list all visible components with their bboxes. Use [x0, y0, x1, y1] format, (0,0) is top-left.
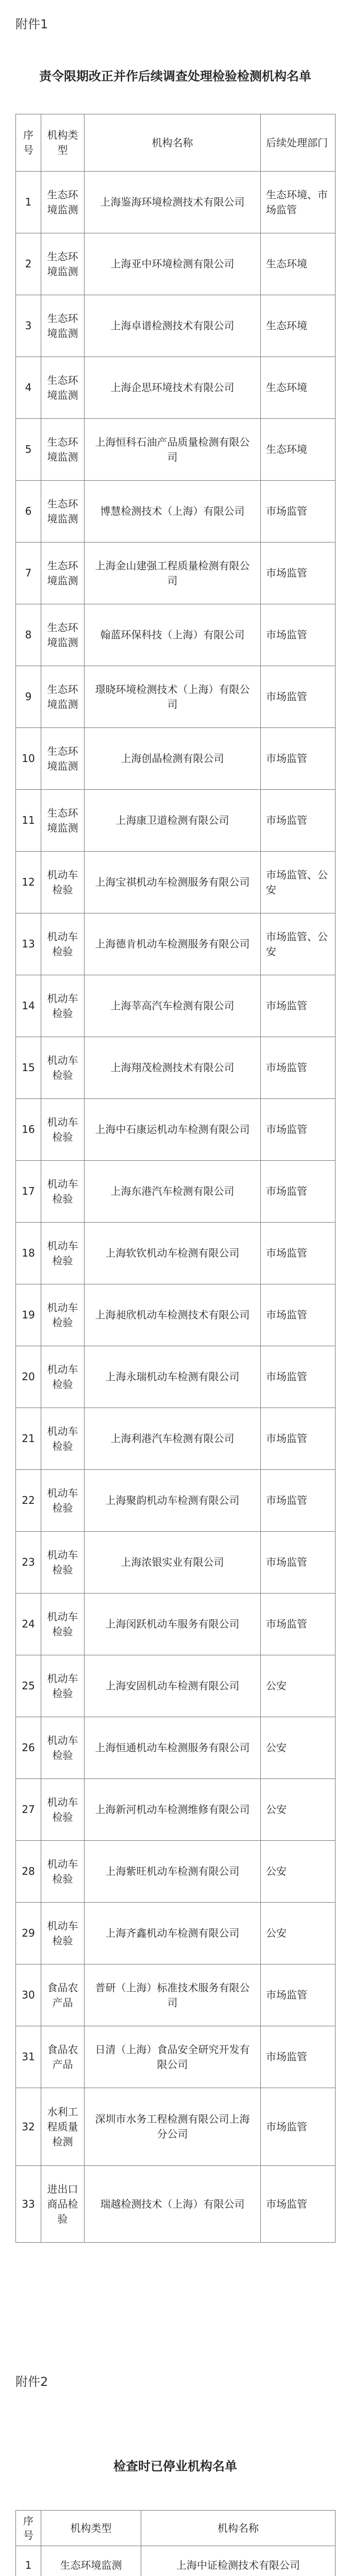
row-type: 生态环境监测	[41, 481, 84, 542]
header-type: 机构类型	[41, 114, 84, 171]
row-no: 14	[22, 999, 35, 1012]
row-name: 上海创晶检测有限公司	[84, 728, 260, 789]
table-row	[16, 789, 335, 851]
row-name: 上海新河机动车检测维修有限公司	[84, 1779, 260, 1840]
row-name: 上海企思环境技术有限公司	[84, 357, 260, 418]
row-type: 机动车检验	[41, 1161, 84, 1222]
row-name: 博慧检测技术（上海）有限公司	[84, 481, 260, 542]
table-row	[16, 480, 335, 542]
row-name: 上海鉴海环境检测技术有限公司	[84, 172, 260, 233]
row-type: 机动车检验	[41, 975, 84, 1037]
row-dept: 市场监管	[260, 543, 335, 604]
row-name: 瑞越检测技术（上海）有限公司	[84, 2166, 260, 2242]
table-row	[16, 1098, 335, 1160]
inspection-table	[15, 114, 336, 2243]
table-row	[16, 295, 335, 357]
row-dept: 市场监管	[260, 1408, 335, 1469]
row-no: 3	[25, 319, 32, 332]
row-dept: 市场监管	[260, 1532, 335, 1593]
row-dept: 市场监管	[260, 481, 335, 542]
row-no: 26	[22, 1741, 35, 1754]
row-name: 上海翔茂检测技术有限公司	[84, 1037, 260, 1098]
row-dept: 生态环境	[260, 357, 335, 418]
table-row	[16, 418, 335, 480]
row-no: 13	[22, 938, 35, 950]
row-dept: 公安	[260, 1903, 335, 1964]
row-dept: 公安	[260, 1779, 335, 1840]
attachment2-label: 附件2	[15, 2375, 48, 2389]
row-type: 机动车检验	[41, 1594, 84, 1655]
row-name: 上海中石康运机动车检测有限公司	[84, 1099, 260, 1160]
header-name: 机构名称	[141, 2511, 335, 2546]
row-dept: 市场监管、公安	[260, 852, 335, 913]
row-type: 机动车检验	[41, 1779, 84, 1840]
row-no: 5	[25, 443, 32, 455]
row-dept: 市场监管	[260, 2166, 335, 2242]
attachment1-title: 责令限期改正并作后续调查处理检验检测机构名单	[39, 69, 311, 83]
row-dept: 公安	[260, 1655, 335, 1717]
row-name: 上海金山建强工程质量检测有限公司	[84, 543, 260, 604]
row-name: 上海卓谱检测技术有限公司	[84, 295, 260, 357]
table-row	[16, 233, 335, 295]
row-type: 机动车检验	[41, 1284, 84, 1346]
row-no: 15	[22, 1061, 35, 1074]
row-name: 深圳市水务工程检测有限公司上海分公司	[84, 2088, 260, 2165]
row-no: 28	[22, 1865, 35, 1877]
row-no: 18	[22, 1247, 35, 1259]
table-header-row	[16, 2511, 335, 2546]
row-type: 生态环境监测	[41, 233, 84, 295]
row-type: 机动车检验	[41, 1655, 84, 1717]
header-dept: 后续处理部门	[260, 114, 335, 171]
row-no: 17	[22, 1185, 35, 1197]
row-type: 机动车检验	[41, 1346, 84, 1408]
row-dept: 市场监管	[260, 1470, 335, 1531]
table-row	[16, 1469, 335, 1531]
row-no: 11	[22, 814, 35, 826]
row-no: 16	[22, 1123, 35, 1136]
row-type: 机动车检验	[41, 1717, 84, 1778]
table-row	[16, 1284, 335, 1346]
table-row	[16, 604, 335, 666]
row-dept: 市场监管	[260, 2026, 335, 2088]
row-name: 上海软钦机动车检测有限公司	[84, 1223, 260, 1284]
row-no: 32	[22, 2120, 35, 2133]
row-name: 上海恒科石油产品质量检测有限公司	[84, 419, 260, 480]
table-row	[16, 1160, 335, 1222]
row-type: 机动车检验	[41, 1223, 84, 1284]
table-row	[16, 2026, 335, 2088]
row-type: 机动车检验	[41, 913, 84, 975]
row-no: 2	[25, 258, 32, 270]
row-type: 生态环境监测	[41, 666, 84, 727]
row-no: 21	[22, 1432, 35, 1445]
table-row	[16, 1778, 335, 1840]
row-type: 机动车检验	[41, 852, 84, 913]
row-no: 30	[22, 1989, 35, 2001]
table-row	[16, 1408, 335, 1469]
row-name: 翰蓝环保科技（上海）有限公司	[84, 604, 260, 666]
row-dept: 生态环境	[260, 295, 335, 357]
attachment1-label: 附件1	[15, 17, 48, 31]
row-name: 上海聚韵机动车检测有限公司	[84, 1470, 260, 1531]
table-row	[16, 1717, 335, 1778]
table-row	[16, 2088, 335, 2165]
table-row	[16, 1346, 335, 1408]
row-type: 食品农产品	[41, 1964, 84, 2026]
row-no: 24	[22, 1618, 35, 1630]
table-row	[16, 1964, 335, 2026]
row-type: 生态环境监测	[41, 172, 84, 233]
row-no: 1	[25, 196, 32, 208]
table-row	[16, 851, 335, 913]
table-row	[16, 1902, 335, 1964]
table-row	[16, 975, 335, 1037]
table-row	[16, 1593, 335, 1655]
row-type: 生态环境监测	[41, 419, 84, 480]
row-dept: 市场监管	[260, 790, 335, 851]
row-no: 33	[22, 2197, 35, 2210]
row-name: 上海东港汽车检测有限公司	[84, 1161, 260, 1222]
row-type: 食品农产品	[41, 2026, 84, 2088]
row-type: 生态环境监测	[41, 2546, 141, 2576]
row-no: 10	[22, 752, 35, 765]
row-dept: 市场监管	[260, 728, 335, 789]
row-dept: 市场监管	[260, 1964, 335, 2026]
row-dept: 市场监管	[260, 1594, 335, 1655]
header-name: 机构名称	[84, 114, 260, 171]
table-row	[16, 357, 335, 418]
row-name: 上海昶欣机动车检测技术有限公司	[84, 1284, 260, 1346]
row-dept: 市场监管	[260, 1346, 335, 1408]
row-name: 上海浓银实业有限公司	[84, 1532, 260, 1593]
header-no: 序号	[23, 129, 34, 156]
row-name: 上海莘高汽车检测有限公司	[84, 975, 260, 1037]
row-no: 6	[25, 505, 32, 517]
row-name: 上海中证检测技术有限公司	[141, 2546, 335, 2576]
row-name: 上海永瑞机动车检测有限公司	[84, 1346, 260, 1408]
row-dept: 市场监管	[260, 1161, 335, 1222]
table-row	[16, 1222, 335, 1284]
row-no: 20	[22, 1370, 35, 1383]
table-row	[16, 913, 335, 975]
row-name: 普研（上海）标准技术服务有限公司	[84, 1964, 260, 2026]
row-type: 生态环境监测	[41, 295, 84, 357]
table-row	[16, 1037, 335, 1098]
row-name: 上海德肯机动车检测服务有限公司	[84, 913, 260, 975]
row-no: 8	[25, 629, 32, 641]
row-name: 上海齐鑫机动车检测有限公司	[84, 1903, 260, 1964]
row-no: 7	[25, 567, 32, 579]
row-type: 生态环境监测	[41, 604, 84, 666]
row-dept: 市场监管	[260, 975, 335, 1037]
row-type: 生态环境监测	[41, 790, 84, 851]
row-type: 机动车检验	[41, 1037, 84, 1098]
row-type: 机动车检验	[41, 1903, 84, 1964]
row-no: 31	[22, 2050, 35, 2063]
row-no: 1	[25, 2558, 32, 2571]
row-no: 27	[22, 1803, 35, 1816]
table-row	[16, 1655, 335, 1717]
table-header-row	[16, 114, 335, 171]
header-no: 序号	[23, 2515, 34, 2541]
row-dept: 生态环境	[260, 233, 335, 295]
row-no: 19	[22, 1309, 35, 1321]
table-row	[16, 1531, 335, 1593]
attachment2-title: 检查时已停业机构名单	[113, 2459, 237, 2473]
row-no: 22	[22, 1494, 35, 1506]
row-dept: 市场监管	[260, 1099, 335, 1160]
row-name: 日清（上海）食品安全研究开发有限公司	[84, 2026, 260, 2088]
row-name: 璟晓环境检测技术（上海）有限公司	[84, 666, 260, 727]
row-no: 9	[25, 690, 32, 703]
row-no: 23	[22, 1556, 35, 1568]
table-row	[16, 1840, 335, 1902]
row-dept: 市场监管	[260, 1284, 335, 1346]
row-name: 上海恒通机动车检测服务有限公司	[84, 1717, 260, 1778]
row-name: 上海闵跃机动车服务有限公司	[84, 1594, 260, 1655]
row-no: 4	[25, 381, 32, 394]
table-row	[16, 2165, 335, 2242]
row-type: 机动车检验	[41, 1408, 84, 1469]
row-type: 机动车检验	[41, 1099, 84, 1160]
row-dept: 市场监管	[260, 2088, 335, 2165]
row-type: 生态环境监测	[41, 357, 84, 418]
table-row	[16, 171, 335, 233]
row-type: 生态环境监测	[41, 728, 84, 789]
row-name: 上海紫旺机动车检测有限公司	[84, 1841, 260, 1902]
row-no: 29	[22, 1927, 35, 1939]
row-dept: 市场监管	[260, 666, 335, 727]
row-name: 上海宝祺机动车检测服务有限公司	[84, 852, 260, 913]
closed-institutions-table	[15, 2510, 336, 2576]
row-dept: 生态环境、市场监管	[260, 172, 335, 233]
row-type: 机动车检验	[41, 1470, 84, 1531]
header-type: 机构类型	[41, 2511, 141, 2546]
row-type: 机动车检验	[41, 1532, 84, 1593]
row-no: 25	[22, 1680, 35, 1692]
row-dept: 市场监管	[260, 604, 335, 666]
table-row	[16, 2546, 335, 2576]
row-dept: 生态环境	[260, 419, 335, 480]
row-dept: 市场监管、公安	[260, 913, 335, 975]
row-type: 水利工程质量检测	[41, 2088, 84, 2165]
table-row	[16, 666, 335, 727]
row-name: 上海安固机动车检测有限公司	[84, 1655, 260, 1717]
table-row	[16, 542, 335, 604]
row-type: 机动车检验	[41, 1841, 84, 1902]
row-type: 进出口商品检验	[41, 2166, 84, 2242]
row-no: 12	[22, 876, 35, 888]
table-row	[16, 727, 335, 789]
row-dept: 公安	[260, 1841, 335, 1902]
row-name: 上海亚中环境检测有限公司	[84, 233, 260, 295]
row-type: 生态环境监测	[41, 543, 84, 604]
row-name: 上海利港汽车检测有限公司	[84, 1408, 260, 1469]
row-name: 上海康卫道检测有限公司	[84, 790, 260, 851]
row-dept: 市场监管	[260, 1037, 335, 1098]
row-dept: 市场监管	[260, 1223, 335, 1284]
row-dept: 公安	[260, 1717, 335, 1778]
